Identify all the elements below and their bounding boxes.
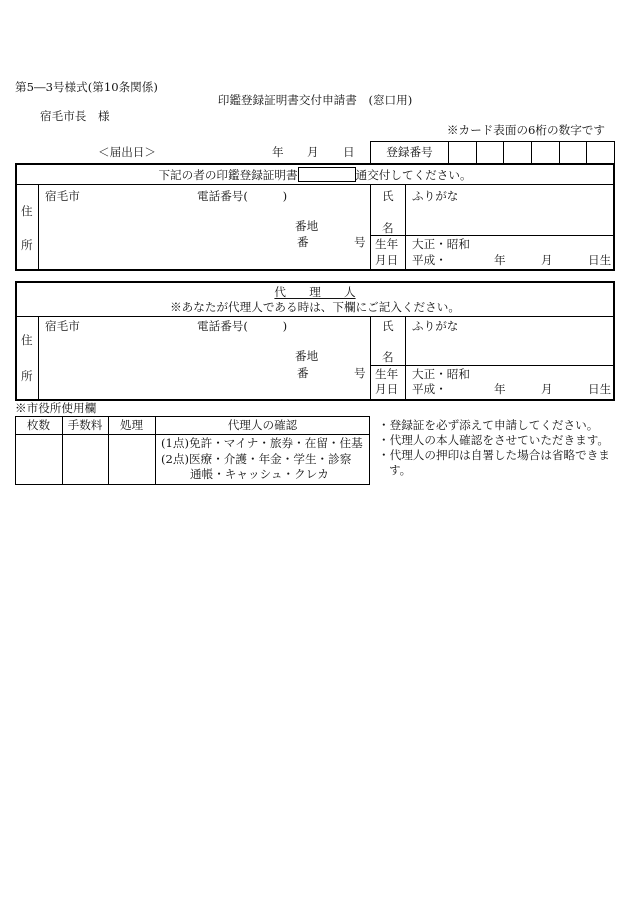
copies-input-box[interactable]	[298, 167, 356, 182]
card-note: ※カード表面の6桁の数字です	[446, 123, 605, 137]
registration-digit-cell[interactable]	[559, 142, 587, 163]
agent-birth-label: 生年	[375, 367, 399, 381]
era-label: 平成・	[412, 253, 447, 267]
agent-furigana-label: ふりがな	[412, 319, 459, 333]
office-use-label: ※市役所使用欄	[15, 401, 97, 415]
request-prefix: 下記の者の印鑑登録証明書	[158, 167, 298, 182]
agent-phone-label: 電話番号( )	[197, 319, 288, 333]
grid-line	[15, 434, 370, 435]
agent-go-label: 号	[354, 366, 366, 380]
registration-digit-cell[interactable]	[448, 142, 476, 163]
name-label-char: 氏	[382, 189, 394, 203]
furigana-label: ふりがな	[412, 189, 459, 203]
agent-heading	[15, 285, 615, 299]
grid-line	[38, 316, 39, 401]
filing-date-month: 月	[307, 145, 319, 159]
agent-name-label-char: 氏	[382, 319, 394, 333]
request-suffix: 通交付してください。	[355, 167, 472, 182]
note-item: ・代理人の本人確認をさせていただきます。	[378, 433, 609, 447]
era-label: 大正・昭和	[412, 237, 470, 251]
grid-line	[15, 184, 615, 185]
grid-line	[15, 316, 615, 317]
addressee: 宿毛市長 様	[40, 109, 110, 123]
office-use-table	[15, 416, 370, 485]
agent-birth-month-label: 月	[541, 382, 553, 396]
agent-banchi-label: 番地	[295, 349, 319, 363]
agent-instruction: ※あなたが代理人である時は、下欄にご記入ください。	[170, 300, 460, 314]
agent-era-label: 大正・昭和	[412, 367, 470, 381]
agent-address-label-char: 住	[21, 333, 33, 347]
registration-digit-cell[interactable]	[586, 142, 614, 163]
name-label-char: 名	[382, 221, 394, 235]
applicant-section	[15, 163, 615, 271]
banchi-label: 番地	[295, 219, 319, 233]
birth-day-label: 日生	[588, 253, 612, 267]
grid-line	[370, 365, 615, 366]
agent-heading-text: 代 理 人	[274, 285, 356, 299]
grid-line	[370, 235, 615, 236]
registration-digit-cell[interactable]	[476, 142, 504, 163]
form-number: 第5―3号様式(第10条関係)	[15, 80, 158, 94]
column-header-processing: 処理	[119, 418, 144, 432]
grid-line	[405, 184, 406, 271]
request-row	[15, 166, 615, 183]
birth-year-label: 年	[494, 253, 506, 267]
note-item: ・登録証を必ず添えて申請してください。	[378, 418, 599, 432]
filing-date-year: 年	[272, 145, 284, 159]
address-label-char: 所	[21, 238, 33, 252]
phone-label: 電話番号( )	[197, 189, 288, 203]
city-label: 宿毛市	[45, 189, 80, 203]
agent-era-label: 平成・	[412, 382, 447, 396]
id-document-line: 通帳・キャッシュ・クレカ	[190, 467, 329, 481]
address-label-char: 住	[21, 204, 33, 218]
agent-birth-year-label: 年	[494, 382, 506, 396]
ban-label: 番	[297, 235, 309, 249]
id-document-line: (2点)医療・介護・年金・学生・診察	[161, 452, 352, 466]
go-label: 号	[354, 235, 366, 249]
column-header-count: 枚数	[26, 418, 51, 432]
agent-section	[15, 281, 615, 401]
birth-label: 生年	[375, 237, 399, 251]
birth-label: 月日	[375, 253, 399, 267]
filing-date-day: 日	[343, 145, 355, 159]
note-item: ・代理人の押印は自署した場合は省略できま	[378, 448, 610, 462]
registration-digit-cell[interactable]	[531, 142, 559, 163]
column-header-agent-check: 代理人の確認	[227, 418, 298, 432]
page-title: 印鑑登録証明書交付申請書 (窓口用)	[217, 93, 413, 107]
agent-city-label: 宿毛市	[45, 319, 80, 333]
grid-line	[370, 184, 371, 271]
birth-month-label: 月	[541, 253, 553, 267]
column-header-fee: 手数料	[67, 418, 103, 432]
agent-frame	[15, 281, 615, 401]
note-item: す。	[389, 463, 412, 477]
registration-number-box	[370, 141, 615, 164]
agent-address-label-char: 所	[21, 369, 33, 383]
agent-birth-day-label: 日生	[588, 382, 612, 396]
registration-number-label: 登録番号	[386, 145, 433, 159]
id-document-line: (1点)免許・マイナ・旅券・在留・住基	[161, 436, 363, 450]
filing-date-label: ＜届出日＞	[98, 145, 156, 159]
grid-line	[38, 184, 39, 271]
agent-birth-label: 月日	[375, 382, 399, 396]
agent-ban-label: 番	[297, 366, 309, 380]
grid-line	[405, 316, 406, 401]
agent-name-label-char: 名	[382, 350, 394, 364]
registration-digit-cell[interactable]	[503, 142, 531, 163]
grid-line	[370, 316, 371, 401]
